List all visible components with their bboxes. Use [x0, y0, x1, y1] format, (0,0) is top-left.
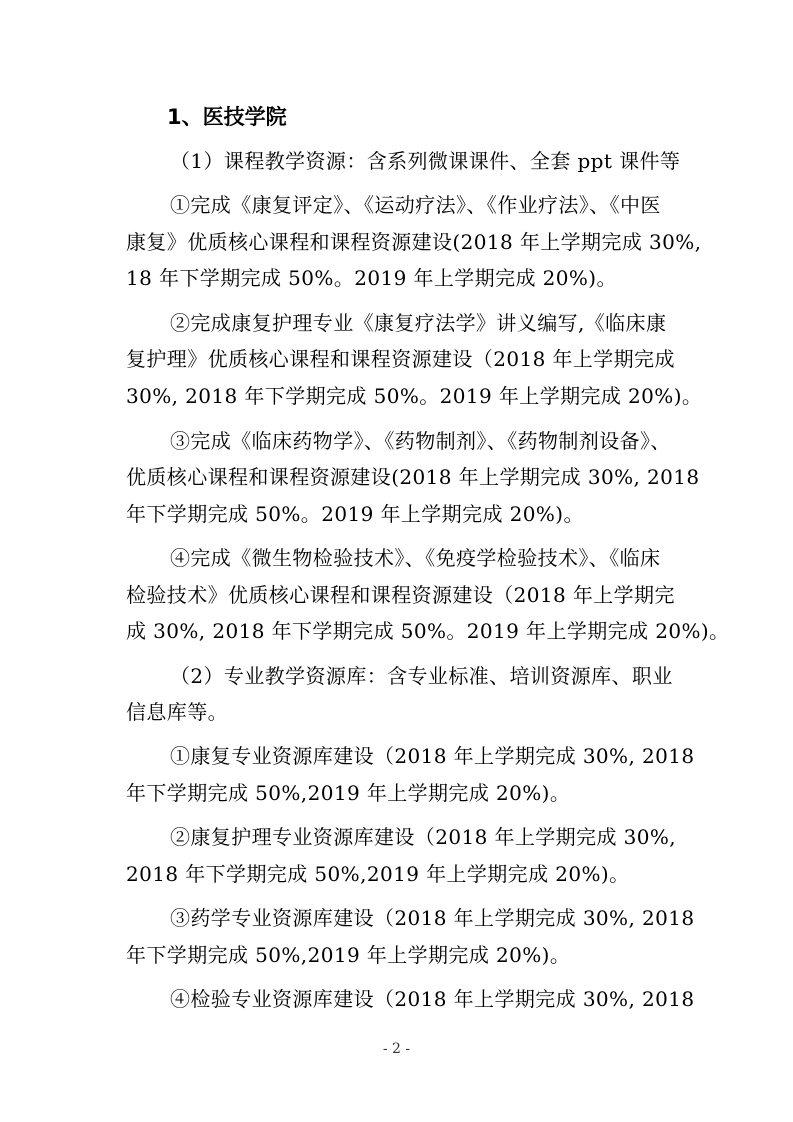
paragraph-line: 18 年下学期完成 50%。2019 年上学期完成 20%)。 — [126, 266, 617, 290]
paragraph-line: 优质核心课程和课程资源建设(2018 年上学期完成 30%, 2018 — [126, 465, 700, 489]
paragraph-line: 年下学期完成 50%。2019 年上学期完成 20%)。 — [126, 502, 584, 526]
paragraph-line: 康复》优质核心课程和课程资源建设(2018 年上学期完成 30%, — [126, 230, 702, 254]
paragraph-line: 30%, 2018 年下学期完成 50%。2019 年上学期完成 20%)。 — [126, 384, 703, 408]
paragraph-line: ①完成《康复评定》、《运动疗法》、《作业疗法》、《中医 — [170, 193, 661, 217]
paragraph-line: ④完成《微生物检验技术》、《免疫学检验技术》、《临床 — [170, 546, 661, 570]
page-number: - 2 - — [382, 1041, 411, 1057]
paragraph-line: ③完成《临床药物学》、《药物制剂》、《药物制剂设备》、 — [170, 429, 671, 453]
paragraph-line: 成 30%, 2018 年下学期完成 50%。2019 年上学期完成 20%)。 — [126, 619, 730, 643]
paragraph-line: ②康复护理专业资源库建设（2018 年上学期完成 30%, — [170, 825, 677, 849]
paragraph-line: 2018 年下学期完成 50%,2019 年上学期完成 20%)。 — [126, 862, 630, 886]
section-heading: 1、医技学院 — [167, 105, 287, 129]
section-2-subheading: （2）专业教学资源库：含专业标准、培训资源库、职业 — [170, 664, 673, 688]
paragraph-line: ①康复专业资源库建设（2018 年上学期完成 30%, 2018 — [170, 744, 695, 768]
paragraph-line: ③药学专业资源库建设（2018 年上学期完成 30%, 2018 — [170, 906, 695, 930]
paragraph-line: 年下学期完成 50%,2019 年上学期完成 20%)。 — [126, 781, 571, 805]
paragraph-line: 检验技术》优质核心课程和课程资源建设（2018 年上学期完 — [126, 583, 675, 607]
section-1-subheading: （1）课程教学资源：含系列微课课件、全套 ppt 课件等 — [170, 149, 681, 173]
paragraph-line: 复护理》优质核心课程和课程资源建设（2018 年上学期完成 — [126, 347, 675, 371]
paragraph-line: 信息库等。 — [126, 700, 228, 724]
paragraph-line: 年下学期完成 50%,2019 年上学期完成 20%)。 — [126, 943, 571, 967]
paragraph-line: ④检验专业资源库建设（2018 年上学期完成 30%, 2018 — [170, 987, 695, 1011]
paragraph-line: ②完成康复护理专业《康复疗法学》讲义编写,《临床康 — [170, 311, 667, 335]
